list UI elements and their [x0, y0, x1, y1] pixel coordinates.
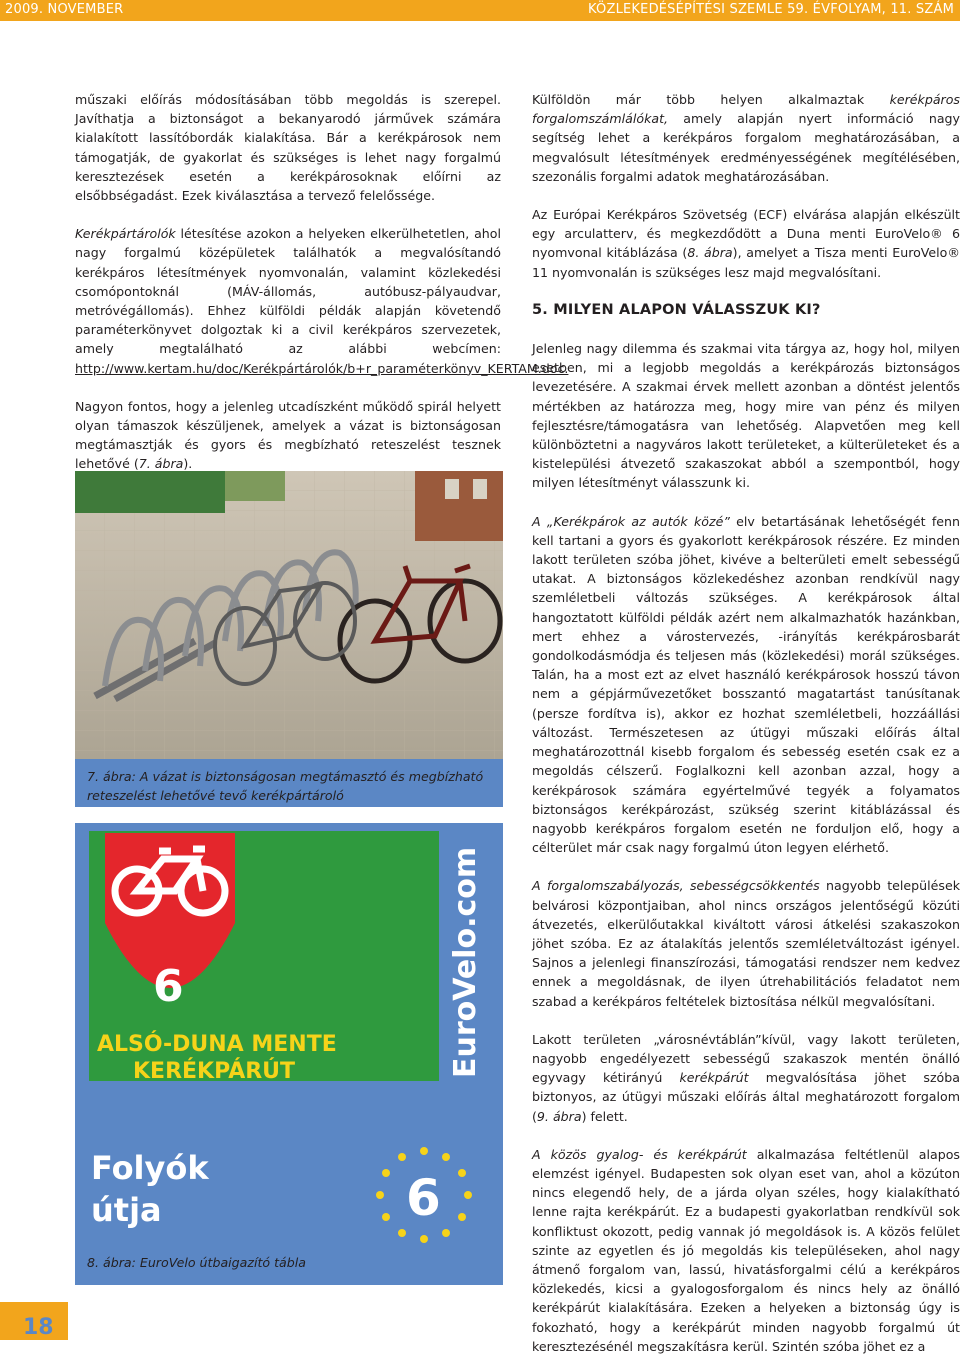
paragraph [532, 876, 960, 1010]
figure-7-caption-box [75, 759, 503, 807]
paragraph [532, 1030, 960, 1126]
text: létesítése azokon a helyeken elkerülhetetlen, ahol nagy forgalmú középületek találhatók a megvalósítandó kerékpáros létesítmények nyomvonalán, valamint közlekedési csomópontoknál (MÁV-állomás, autóbusz-pályaudvar, metróvégállomás). Ehhez külföldi példák alapján követendő paraméterkönyvet dolgoztak ki a civil kerékpáros szervezetek, amely megtalálható az alábbi webcímen: [75, 226, 501, 357]
paragraph [75, 397, 501, 474]
emphasis: Kerékpártárolók [75, 226, 176, 242]
paragraph: Jelenleg nagy dilemma és szakmai vita tárgya az, hogy hol, milyen esetben, mi a legjobb megoldás a kerékpározás biztonságos levezetésére. A szakmai érvek mellett azonban a döntést jelentős mértékben az határozza meg, hogy mire van pénz és milyen fejlesztésre/támogatásra van lehetőség. Alapvetően meg kell különböztetni a nagyváros lakott területeket, a külterületeket és a kistelepülési átvezető szakaszokat abból a szempontból, hogy milyen létesítményt válasszunk ki. [532, 341, 960, 491]
emphasis: kerékpáros forgalomszámlálókat, [532, 92, 960, 127]
route-name-line1: ALSÓ-DUNA MENTE [97, 1032, 337, 1057]
page-header [0, 0, 960, 21]
figure-8-caption: 8. ábra: EuroVelo útbaigazító tábla [87, 1255, 306, 1270]
right-column [532, 90, 960, 1356]
figure-ref: 8. ábra [687, 245, 733, 261]
route-number: 6 [153, 961, 184, 1012]
text: alkalmazása feltétlenül alapos elemzést igényel. Budapesten sok olyan eset van, ahol a közúton nincs elegendő hely, de a járda olyan széles, hogy kialakítható lenne rajta kerékpárút. Ez a budapesti gyakorlatban rendkívül sok konfliktust okozott, pedig vannak jó megoldások is. A közös felület szinte az egyetlen és jó megoldás kis településeken, ahol nagy átmenő forgalom van, lassú, hivatásforgalmi célú a kerékpáros közlekedés, kicsi a gyalogosforgalom és nincs hely az önálló kerékpárút kialakítására. Ezeken a helyeken a biztonság úgy is fokozható, hogy a kerékpárút minden nagyobb forgalmú út keresztezésénél megszakításra kerül. Szintén szóba jöhet ez a [532, 1146, 960, 1354]
section-heading: 5. MILYEN ALAPON VÁLASSZUK KI? [532, 301, 821, 318]
text: ) felett. [581, 1108, 628, 1124]
utja-text: útja [91, 1191, 162, 1229]
paragraph: műszaki előírás módosításában több megoldás is szerepel. Javíthatja a biztonságot a bekanyarodó járművek számára kialakított lassítóbordák kialakítása. Bár a kerékpárosok nem támogatják, de gyakorlat és szükséges is lehet nagy forgalmú keresztezések esetén a kerékpárosoknak előírni az elsőbbségadást. Ezek kiválasztása a tervező felelőssége. [75, 92, 501, 204]
left-column [75, 90, 569, 493]
text: nagyobb települések belvárosi központjaiban, ahol nincs országos jelentőségű közúti átvezetés, elkerülőutakkal kiváltott városi átkelési szakaszokon jöhet szóba. Ez az átalakítás jelentős szemléletváltozást igényel. Sajnos a jelenlegi finanszírozási, támogatási rendszer nem kedvez ennek a megoldásnak, de ilyen útrehabilitációs feladatot nem szabad a kerékpáros feltételek biztosítása nélkül megvalósítani. [532, 878, 960, 1009]
route-name-line2: KERÉKPÁRÚT [133, 1059, 296, 1084]
text: Lakott területen „városnévtáblán”kívül, vagy lakott területen, nagyobb engedélyezett sebességű szakaszok mentén önálló egyvagy kétirányú [532, 1031, 960, 1086]
text: ). [183, 456, 193, 472]
figure-ref: 7. ábra [138, 456, 184, 472]
eurovelo-url: EuroVelo.com [448, 846, 483, 1078]
bike-rack-image [75, 471, 503, 759]
paragraph [532, 1145, 960, 1356]
figure-7-caption: 7. ábra: A vázat is biztonságosan megtámasztó és megbízható reteszelést lehetővé tevő kerékpártároló [87, 769, 484, 803]
bike-rack-photo [75, 471, 503, 759]
page-number: 18 [23, 1315, 54, 1340]
text: amely alapján nyert információ nagy segítség lehet a kerékpáros forgalom meghatározásában, a megvalósult létesítmények eredményességének megítélésében, szezonális forgalmi adatok meghatározásában. [532, 111, 960, 184]
eurovelo-sign [75, 823, 503, 1248]
text: megvalósítása jöhet szóba biztonyos, az útügyi műszaki előírás által meghatározott forgalom ( [532, 1070, 960, 1124]
text: elv betartásának lehetőségét fenn kell tartani a gyors és gyakorlott kerékpárosok részére. Ez minden lakott területen szóba jöhet, kivéve a belterületi emelt sebességű utakat. A biztonságos közlekedéshez azonban rendkívül nagy szemléletbeli változás szükséges. A kerékpárosok által hangoztatott külföldi példák azért nem alkalmazhatók hazánkban, mert ehhez a várostervezés, -irányítás kerékpárosbarát gondolkodásmódja és teljesen más (közlekedési) morál szükséges. Talán, ha a most ezt az elvet használó kerékpárosok hosszú távon nem a gépjárművezetőket bosszantó magatartást tanúsítanak (persze fordítva is), akkor ez hozhat szemléletbeli, hozzáállási változást. Természetesen az útügyi műszaki előírás által meghatározottnál kisebb forgalom és sebesség esetén csak ez a megoldás célszerű. Foglalkozni kell azonban azzal, hogy a kerékpárosok számára egyértelművé tegyék a folyamatos biztonságos kerékpározást, szükség szerint kitáblázással és nagyobb kerékpáros forgalom esetén ne forduljon elő, hogy a célterület már csak nagy forgalmú úton legyen elérhető. [532, 513, 960, 856]
header-date: 2009. NOVEMBER [5, 2, 124, 17]
paragraph [75, 224, 569, 378]
eurovelo-number: 6 [406, 1169, 441, 1227]
paragraph [532, 205, 960, 282]
emphasis: A „Kerékpárok az autók közé” [532, 513, 730, 529]
emphasis: A közös gyalog- és kerékpárút [532, 1146, 747, 1162]
paragraph [532, 512, 960, 858]
emphasis: kerékpárút [679, 1070, 749, 1086]
text: ), amelyet a Tisza menti EuroVelo® 11 nyomvonalán is szükséges lesz majd megvalósítani. [532, 245, 960, 280]
text: Az Európai Kerékpáros Szövetség (ECF) elvárása alapján elkészült egy arculatterv, és megkezdődött a Duna menti EuroVelo® 6 nyomvonal kitáblázása ( [532, 207, 960, 261]
document-link[interactable]: http://www.kertam.hu/doc/Kerékpártárolók/b+r_paraméterkönyv_KERTAM.doc. [75, 360, 569, 376]
text: Nagyon fontos, hogy a jelenleg utcadíszként működő spirál helyett olyan támaszok készüljenek, amelyek a vázat is biztonságosan megtámasztják és gyors és megbízható reteszelést tesznek lehetővé ( [75, 398, 501, 472]
paragraph [532, 90, 960, 186]
page-number-box [0, 1302, 68, 1340]
header-journal: KÖZLEKEDÉSÉPÍTÉSI SZEMLE 59. ÉVFOLYAM, 11. SZÁM [588, 2, 954, 17]
eurovelo-sign-figure [75, 823, 503, 1285]
text: Külföldön már több helyen alkalmaztak [532, 92, 890, 107]
emphasis: A forgalomszabályozás, sebességcsökkentés [532, 878, 820, 894]
folyok-text: Folyók [91, 1149, 209, 1187]
figure-ref: 9. ábra [536, 1108, 582, 1124]
